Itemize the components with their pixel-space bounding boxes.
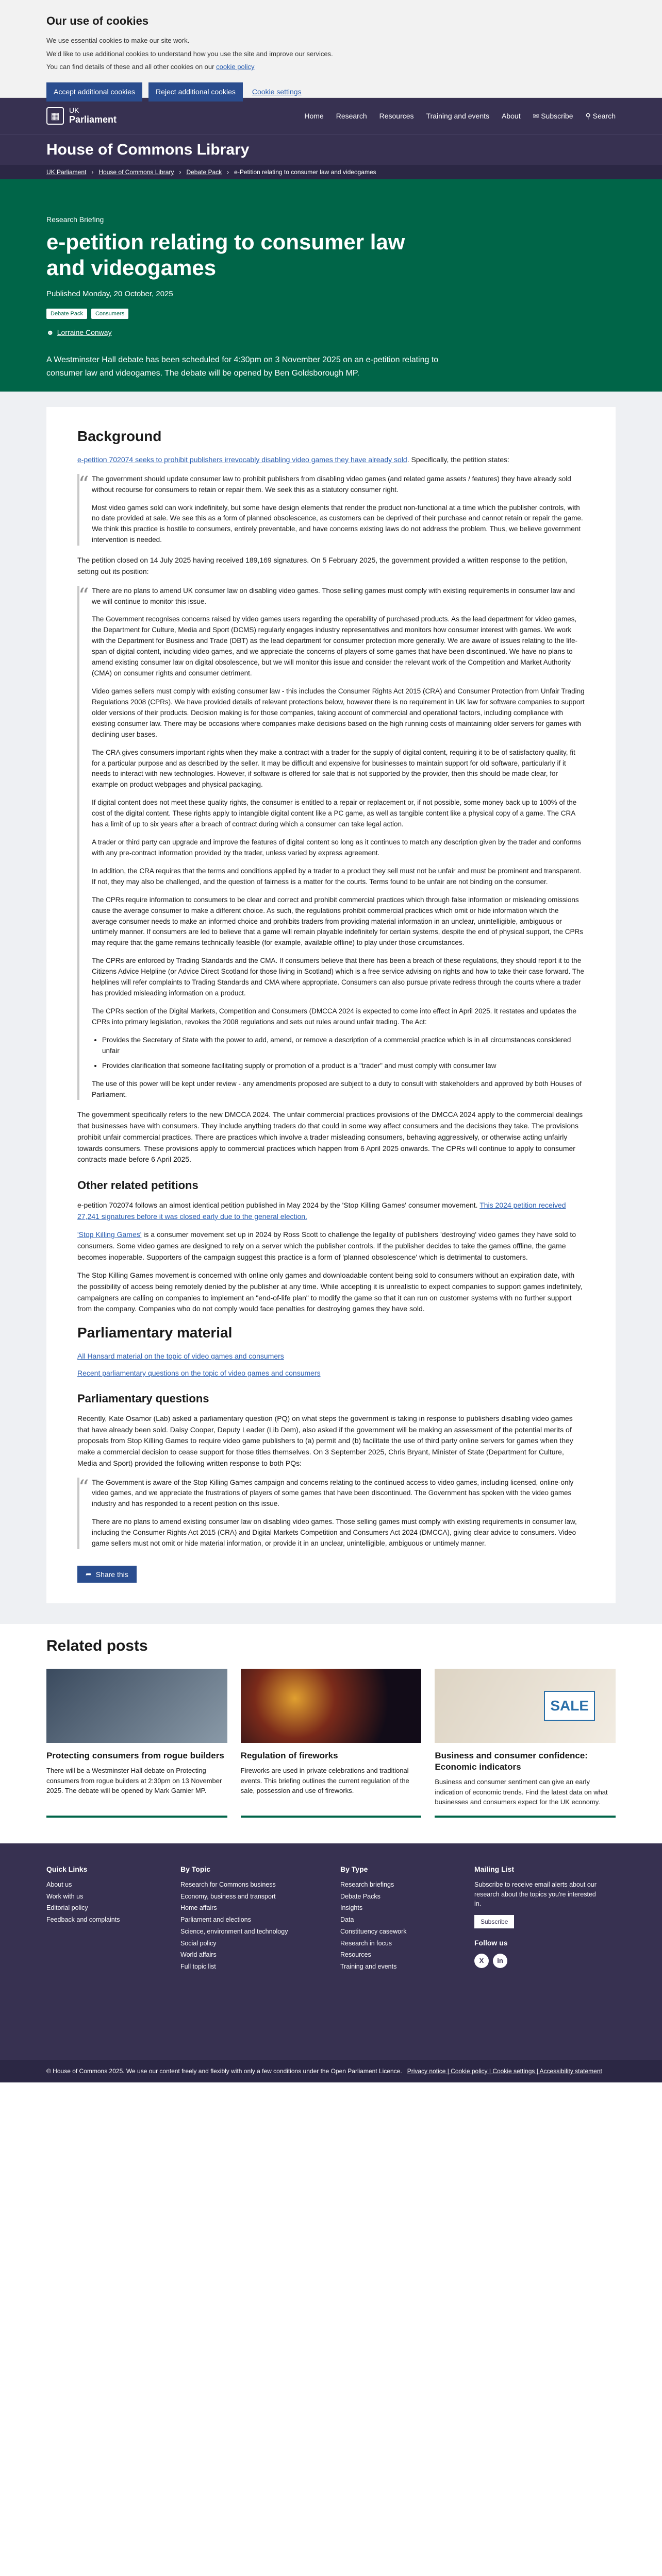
hansard-link[interactable]: All Hansard material on the topic of video games and consumers <box>77 1352 284 1361</box>
post-text: Fireworks are used in private celebrations and traditional events. This briefing outlines the current regulation of the sale, possession and use of fireworks. <box>240 1767 409 1795</box>
blockquote <box>77 474 585 546</box>
uk-parliament-logo[interactable] <box>46 107 117 125</box>
cookie-line-2: We'd like to use additional cookies to understand how you use the site and improve our services. <box>46 49 333 58</box>
cookie-title: Our use of cookies <box>46 14 149 27</box>
post-title[interactable]: Regulation of fireworks <box>240 1751 338 1761</box>
related-title: Related posts <box>46 1637 148 1655</box>
quote-paragraph: The government should update consumer law to prohibit publishers from disabling video games (and related game assets / features) they have already sold without recourse for consumers to retain or repair them. We seek this as a statutory consumer right. <box>92 474 571 494</box>
sale-sign: SALE <box>544 1691 595 1721</box>
breadcrumb-item[interactable]: House of Commons Library <box>98 168 174 176</box>
share-icon: ➦ <box>86 1570 92 1579</box>
post-image <box>46 1669 227 1743</box>
post-text: Business and consumer sentiment can give an early indication of economic trends. Find the latest data on what businesses and consumers expect for the UK economy. <box>435 1778 608 1806</box>
mailing-list <box>474 1864 603 1974</box>
logo-bottom: Parliament <box>69 114 117 125</box>
nav-search-label: Search <box>592 111 616 120</box>
quote-paragraph: The CRA gives consumers important rights when they make a contract with a trader for the supply of digital content, requiring it to be of satisfactory quality, fit for a particular purpose and as described by the seller. It may be difficult and expensive for businesses to maintain support for old software, particularly if it needs to interact with new technologies. However, if software is offered for sale that is not supported by the provider, then this should be made clear, for example on product webpages and physical packaging. <box>92 748 575 789</box>
paragraph <box>77 1229 585 1263</box>
chevron-right-icon: › <box>91 168 94 176</box>
footer-link[interactable]: Science, environment and technology <box>180 1927 288 1935</box>
cookie-banner <box>0 0 662 98</box>
footer-link[interactable]: Research for Commons business <box>180 1880 276 1888</box>
main-nav <box>304 111 616 122</box>
breadcrumb-current: e-Petition relating to consumer law and videogames <box>234 168 376 176</box>
footer-link[interactable]: Insights <box>340 1904 363 1912</box>
site-title-band <box>0 134 662 165</box>
footer-link[interactable]: World affairs <box>180 1951 217 1959</box>
nav-research[interactable]: Research <box>336 111 367 120</box>
footer-link[interactable]: Parliament and elections <box>180 1916 251 1923</box>
heading-parliamentary-material: Parliamentary material <box>77 1325 233 1341</box>
footer-link[interactable]: Training and events <box>340 1963 397 1970</box>
reject-cookies-button[interactable]: Reject additional cookies <box>148 82 243 101</box>
cookie-line-3 <box>46 62 616 72</box>
breadcrumb-item[interactable]: Debate Pack <box>186 168 222 176</box>
footer-heading: Quick Links <box>46 1865 88 1873</box>
footer-column <box>340 1864 443 1974</box>
quote-paragraph: If digital content does not meet these quality rights, the consumer is entitled to a repair or replacement or, if not possible, some money back up to 100% of the cost of the digital content. These rights apply to intangible digital content like a PC game, as well as tangible content like a physical copy of a game. The CRA has a limit of up to six years after a breach of contract during which a consumer can take legal action. <box>92 799 577 828</box>
paragraph-text: is a consumer movement set up in 2024 by Ross Scott to challenge the legality of publishers 'destroying' video games they have sold to consumers. Some video games are designed to rely on a server which the publisher controls. If the publisher decides to take the games offline, the game becomes inoperable. Supporters of the campaign suggest this practice is a form of 'planned obsolescence' which is detrimental to customers. <box>77 1230 576 1261</box>
list-item: • Provides the Secretary of State with the power to add, amend, or remove a description of a commercial practice which is in all circumstances considered unfair <box>102 1035 585 1057</box>
main-content <box>0 392 662 1624</box>
quote-paragraph: The use of this power will be kept under review - any amendments proposed are subject to a duty to consult with stakeholders and approved by both Houses of Parliament. <box>92 1079 582 1098</box>
mail-icon: ✉ <box>533 111 539 120</box>
heading-parliamentary-questions: Parliamentary questions <box>77 1392 209 1405</box>
footer-link[interactable]: Work with us <box>46 1892 84 1900</box>
footer-link[interactable]: About us <box>46 1880 72 1888</box>
site-header <box>0 98 662 134</box>
list-item: • Provides clarification that someone facilitating supply or promotion of a product is a "trader" and must comply with consumer law <box>102 1061 585 1072</box>
quote-icon: “ <box>78 1476 89 1500</box>
footer-bottom-links[interactable]: Privacy notice | Cookie policy | Cookie settings | Accessibility statement <box>407 2067 602 2075</box>
footer-link[interactable]: Research briefings <box>340 1880 394 1888</box>
cookie-policy-link[interactable]: cookie policy <box>216 63 255 71</box>
footer-link[interactable]: Resources <box>340 1951 371 1959</box>
heading-background: Background <box>77 428 162 444</box>
page-title: e-petition relating to consumer law and videogames <box>46 230 405 280</box>
post-text: There will be a Westminster Hall debate on Protecting consumers from rogue builders at 2:30pm on 13 November 2025. The debate will be opened by Mark Garnier MP. <box>46 1767 222 1795</box>
blockquote <box>77 1478 585 1550</box>
quote-list <box>102 1035 585 1072</box>
nav-subscribe-label: Subscribe <box>541 111 573 120</box>
tag[interactable]: Debate Pack <box>46 309 87 319</box>
copyright <box>46 2066 602 2076</box>
footer-link[interactable]: Debate Packs <box>340 1892 380 1900</box>
footer-column <box>180 1864 309 1974</box>
summary: A Westminster Hall debate has been scheduled for 4:30pm on 3 November 2025 on an e-petition relating to consumer law and videogames. The debate will be opened by Ben Goldsborough MP. <box>46 355 439 378</box>
footer-link[interactable]: Full topic list <box>180 1963 216 1970</box>
paragraph <box>77 1200 585 1222</box>
briefing-type: Research Briefing <box>46 215 104 224</box>
quote-icon: “ <box>78 472 89 496</box>
quote-paragraph: The CPRs section of the Digital Markets, Competition and Consumers (DMCCA 2024 is expected to come into effect in April 2025. It restates and updates the CPRs into primary legislation, revokes the 2008 regulations and sets out rules around unfair trading. The Act: <box>92 1007 576 1026</box>
heading-other-petitions: Other related petitions <box>77 1178 198 1192</box>
related-post[interactable] <box>435 1669 616 1818</box>
portcullis-icon: ▦ <box>46 107 64 125</box>
footer-heading: Mailing List <box>474 1865 514 1873</box>
post-image <box>241 1669 422 1743</box>
quote-paragraph: The Government is aware of the Stop Killing Games campaign and concerns relating to the continued access to video games, including licensed, online-only video games, and we appreciate the frustrations of players of some games that have been discontinued. The Government has spoken with the video games industry and has responded to a recent petition on this issue. <box>92 1478 574 1508</box>
linkedin-icon[interactable]: in <box>493 1954 507 1968</box>
accept-cookies-button[interactable]: Accept additional cookies <box>46 82 142 101</box>
quote-icon: “ <box>78 584 89 608</box>
related-post[interactable] <box>46 1669 227 1818</box>
footer-link[interactable]: Home affairs <box>180 1904 217 1912</box>
quote-paragraph: Most video games sold can work indefinitely, but some have design elements that render the product non-functional at a time which the publisher controls, with no date provided at sale. We see this as a form of planned obsolescence, as customers can be deprived of their purchase and cannot retain or repair the game. We think this practice is hostile to consumers, entirely preventable, and have concerns existing laws do not address the problem. Thus, we believe government intervention is needed. <box>92 503 583 544</box>
quote-paragraph: Video games sellers must comply with existing consumer law - this includes the Consumer Rights Act 2015 (CRA) and Consumer Protection from Unfair Trading Regulations 2008 (CPRs). We have provided details of relevant protections below, however there is no requirement in UK law for software companies to support older versions of their products. Decision making is for those companies, taking account of commercial and operational factors, including compliance with existing consumer law. There may be occasions where companies make decisions based on the high running costs of maintaining older servers for games with declining user bases. <box>92 687 585 738</box>
blockquote <box>77 586 585 1100</box>
site-title[interactable]: House of Commons Library <box>46 141 250 158</box>
nav-about[interactable]: About <box>502 111 521 120</box>
footer-link[interactable]: Data <box>340 1916 354 1923</box>
footer-column <box>46 1864 150 1974</box>
quote-paragraph: The Government recognises concerns raised by video games users regarding the operability of purchased products. As the lead department for video games, the Department for Culture, Media and Sport (DCMS) regularly engages industry representatives and monitors how consumer interest with games. We work with the Department for Business and Trade (DBT) as the lead department for consumer protection more generally. We are aware of issues relating to the life-span of digital content, including video games, and we appreciate the concerns of players of some games that have been discontinued. We have no plans to amend existing consumer law on digital obsolescence, but we will monitor this issue and consider the relevant work of the Competition and Market Authority (CMA) on consumer rights and consumer detriment. <box>92 615 577 677</box>
post-title[interactable]: Business and consumer confidence: Economic indicators <box>435 1751 588 1772</box>
chevron-right-icon: › <box>227 168 229 176</box>
author <box>46 327 616 338</box>
tag[interactable]: Consumers <box>91 309 128 319</box>
footer-bottom <box>0 2060 662 2082</box>
chevron-right-icon: › <box>179 168 181 176</box>
nav-training[interactable]: Training and events <box>426 111 489 120</box>
hero <box>0 179 662 392</box>
nav-home[interactable]: Home <box>304 111 324 120</box>
post-image <box>435 1669 616 1743</box>
nav-subscribe[interactable] <box>533 111 573 122</box>
footer-link[interactable]: Social policy <box>180 1939 217 1947</box>
breadcrumb-item[interactable]: UK Parliament <box>46 168 87 176</box>
subscribe-button[interactable]: Subscribe <box>474 1915 514 1928</box>
footer-link[interactable]: Editorial policy <box>46 1904 88 1912</box>
petition-2024-link[interactable]: This 2024 petition received 27,241 signatures before it was closed early due to the general election. <box>77 1200 566 1221</box>
related-post[interactable] <box>241 1669 422 1818</box>
quote-paragraph: There are no plans to amend existing consumer law on disabling video games. Those selling games must comply with existing requirements in consumer law, including the Consumer Rights Act 2015 (CRA) and Digital Markets Competition and Consumers Act 2024 (DMCCA), giving clear advice to consumers. Video game sellers must not omit or hide material information, or provide it in an unclear, unintelligible, ambiguous or untimely manner. <box>92 1518 577 1548</box>
stop-killing-games-link[interactable]: 'Stop Killing Games' <box>77 1230 142 1239</box>
footer-link[interactable]: Constituency casework <box>340 1927 407 1935</box>
author-link[interactable]: Lorraine Conway <box>57 328 112 337</box>
share-button[interactable] <box>77 1566 137 1583</box>
post-title[interactable]: Protecting consumers from rogue builders <box>46 1751 224 1761</box>
search-icon: ⚲ <box>585 111 591 120</box>
cookie-line-3-text: You can find details of these and all other cookies on our <box>46 63 214 71</box>
footer-link[interactable]: Economy, business and transport <box>180 1892 276 1900</box>
quote-paragraph: There are no plans to amend UK consumer law on disabling video games. Those selling games must comply with existing requirements in consumer law and we will continue to monitor this issue. <box>92 586 575 605</box>
footer-link[interactable]: Research in focus <box>340 1939 392 1947</box>
quote-paragraph: The CPRs are enforced by Trading Standards and the CMA. If consumers believe that there has been a breach of these regulations, they should report it to the Citizens Advice Helpline (or Advice Direct Scotland for those living in Scotland) which is a free service advising on rights and how to take their case forward. The helplines will refer complaints to Trading Standards and CMA where appropriate. Consumers can also pursue private redress through the courts where a trader has provided misleading information on a product. <box>92 957 584 997</box>
footer-heading: Follow us <box>474 1939 508 1947</box>
paragraph: The Stop Killing Games movement is concerned with online only games and downloadable content being sold to consumers without an expiration date, with the possibility of access being remotely denied by the publisher at any time. While accepting it is unrealistic to expect companies to support games indefinitely, campaigners are calling on companies to implement an "end-of-life plan" to modify the game so that it can run on customer systems with no further support from the company. Companies who do not comply would face penalties for destroying games they have sold. <box>77 1271 583 1313</box>
published-date: Published Monday, 20 October, 2025 <box>46 290 173 299</box>
person-icon: ☻ <box>46 328 54 337</box>
paragraph-text: e-petition 702074 follows an almost identical petition published in May 2024 by the 'Stop Killing Games' consumer movement. <box>77 1200 478 1209</box>
quote-paragraph: The CPRs require information to consumers to be clear and correct and prohibit commercial practices which through false information or misleading omissions cause the average consumer to make a different choice. As such, the regulations prohibit commercial practices which omit or hide information which the average consumer needs to make an informed choice and prohibits traders from providing material information in an unclear, unintelligible, ambiguous or untimely manner. If consumers are led to believe that a game will remain playable indefinitely for certain systems, despite the end of physical support, the CPRs may require that the game remains technically feasible (for example, available offline) to play under those circumstances. <box>92 895 583 947</box>
logo-top: UK <box>69 106 79 115</box>
mailing-text: Subscribe to receive email alerts about our research about the topics you're interested in. <box>474 1880 597 1908</box>
cookie-settings-link[interactable]: Cookie settings <box>252 87 302 96</box>
footer-link[interactable]: Feedback and complaints <box>46 1916 120 1923</box>
related-posts <box>0 1624 662 1843</box>
article-card <box>46 407 616 1603</box>
footer-heading: By Topic <box>180 1865 211 1873</box>
cookie-line-1: We use essential cookies to make our site work. <box>46 37 190 44</box>
paragraph: The government specifically refers to the new DMCCA 2024. The unfair commercial practices provisions of the DMCCA 2024 apply to the commercial dealings that businesses have with consumers. They include anything traders do that could in some way affect consumers and the decisions they take. The provisions prohibit unfair commercial practices. There are practices which involve a trader misleading consumers, behaving aggressively, or otherwise acting unfairly towards consumers. These provisions apply to commercial practices which happen from 6 April 2025 onwards. The CPRs will continue to apply to consumer contracts made before 6 April 2025. <box>77 1110 583 1164</box>
nav-search[interactable] <box>585 111 616 122</box>
quote-paragraph: A trader or third party can upgrade and improve the features of digital content so long as it continues to match any description given by the trader and conforms with any pre-contract information provided by the trader, unless varied by express agreement. <box>92 838 582 857</box>
quote-paragraph: In addition, the CRA requires that the terms and conditions applied by a trader to a product they sell must not be unfair and must be prominent and transparent. If not, they may also be challenged, and the question of fairness is a matter for the courts. Terms found to be unfair are not binding on the consumer. <box>92 867 582 886</box>
nav-resources[interactable]: Resources <box>379 111 414 120</box>
breadcrumb <box>0 165 662 179</box>
footer-heading: By Type <box>340 1865 368 1873</box>
pq-link[interactable]: Recent parliamentary questions on the topic of video games and consumers <box>77 1369 321 1378</box>
paragraph: The petition closed on 14 July 2025 having received 189,169 signatures. On 5 February 2025, the government provided a written response to the petition, setting out its position: <box>77 556 568 575</box>
copyright-text: © House of Commons 2025. We use our content freely and flexibly with only a few conditions under the Open Parliament Licence. <box>46 2067 402 2075</box>
x-icon[interactable]: X <box>474 1954 489 1968</box>
paragraph <box>77 454 585 466</box>
share-label: Share this <box>95 1570 128 1579</box>
footer <box>0 1843 662 2060</box>
petition-link[interactable]: e-petition 702074 seeks to prohibit publishers irrevocably disabling video games they have already sold <box>77 455 407 464</box>
paragraph: Recently, Kate Osamor (Lab) asked a parliamentary question (PQ) on what steps the government is taking in response to publishers disabling video games that have already been sold. Daisy Cooper, Deputy Leader (Lib Dem), also asked if the government will be making an assessment of the potential merits of proposals from Stop Killing Games to require video game publishers to (a) permit and (b) facilitate the use of third party online servers for games when they make a commercial decision to cease support for those titles themselves. On 3 September 2025, Chris Bryant, Minister of State (Department for Culture, Media and Sport) provided the following written response to both PQs: <box>77 1414 573 1467</box>
paragraph-text: . Specifically, the petition states: <box>407 455 509 464</box>
